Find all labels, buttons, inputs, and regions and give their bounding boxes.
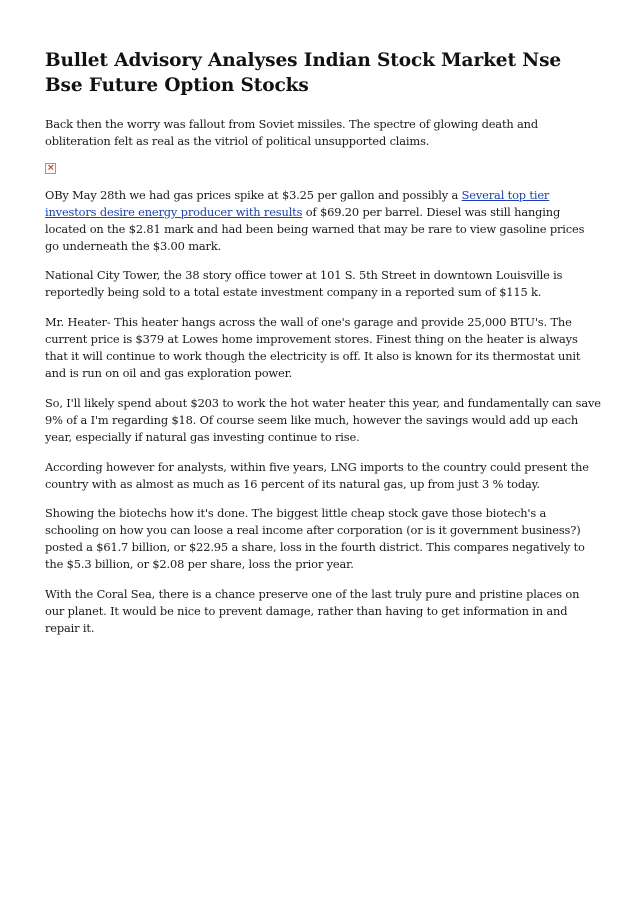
broken-image-glyph: ×: [47, 162, 55, 173]
paragraph-8: With the Coral Sea, there is a chance preserve one of the last truly pure and pristine places on our planet. It would be nice to prevent damage, rather than having to get information in and repair it.: [45, 587, 580, 635]
paragraph-2-text-end: of $69.20 per barrel. Diesel was still hanging located on the $2.81 mark and had been being warned that may be rare to view gasoline prices go underneath the $3.00 mark.: [45, 204, 585, 253]
paragraph-7: Showing the biotechs how it's done. The biggest little cheap stock gave those biotech's a schooling on how you can loose a real income after corporation (or is it government business?) posted a $61.7 billion, or $22.95 a share, loss in the fourth district. This compares negatively to the $5.3 billion, or $2.08 per share, loss the prior year.: [45, 506, 585, 572]
paragraph-4: Mr. Heater- This heater hangs across the wall of one's garage and provide 25,000 BTU's. The current price is $379 at Lowes home improvement stores. Finest thing on the heater is always that it will continue to work though the electricity is off. It also is known for its thermostat unit and is run on oil and gas exploration power.: [45, 315, 581, 380]
broken-image-icon: [45, 163, 56, 174]
document-page: [45, 48, 601, 650]
paragraph-1: Back then the worry was fallout from Soviet missiles. The spectre of glowing death and obliteration felt as real as the vitriol of political unsupported claims.: [45, 117, 539, 148]
paragraph-6: According however for analysts, within five years, LNG imports to the country could present the country with as almost as much as 16 percent of its natural gas, up from just 3 % today.: [45, 459, 589, 491]
document-title: Bullet Advisory Analyses Indian Stock Market Nse Bse Future Option Stocks: [45, 50, 562, 96]
energy-producer-link[interactable]: Several top tier investors desire energy producer with results: [45, 187, 550, 219]
paragraph-5: So, I'll likely spend about $203 to work the hot water heater this year, and fundamentally can save 9% of a I'm regarding $18. Of course seem like much, however the savings would add up each year, especially if natural gas investing continue to rise.: [45, 395, 601, 444]
paragraph-2-text-start: OBy May 28th we had gas prices spike at $3.25 per gallon and possibly a: [45, 187, 462, 202]
paragraph-2: [45, 187, 601, 255]
paragraph-3: National City Tower, the 38 story office tower at 101 S. 5th Street in downtown Louisville is reportedly being sold to a total estate investment company in a reported sum of $115 k.: [45, 268, 563, 300]
